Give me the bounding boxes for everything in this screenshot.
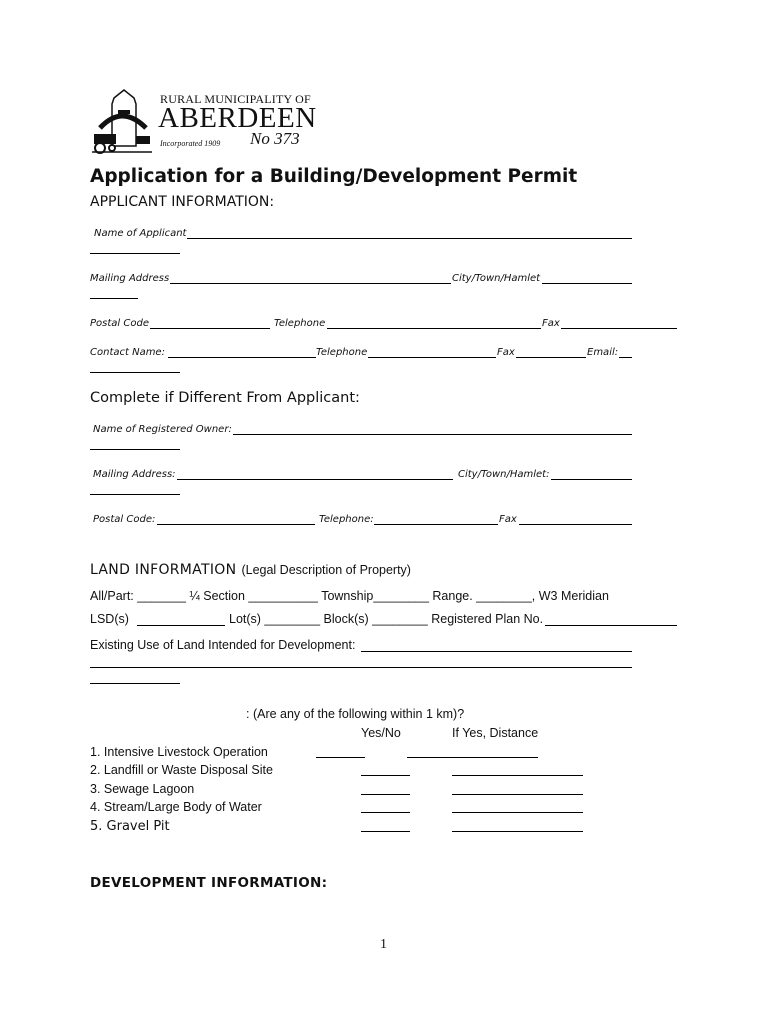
existing-use-label: Existing Use of Land Intended for Development:: [90, 638, 356, 652]
applicant-mailing-label: Mailing Address: [90, 273, 170, 284]
proximity-item-5: 5. Gravel Pit: [90, 819, 170, 834]
owner-city-field[interactable]: [551, 479, 632, 480]
page-number: 1: [380, 937, 387, 952]
lsd-field[interactable]: [137, 625, 225, 626]
applicant-telephone-label: Telephone: [274, 318, 326, 329]
proximity-yesno-2[interactable]: [361, 775, 410, 776]
owner-fax-label: Fax: [499, 514, 517, 525]
owner-telephone-label: Telephone:: [319, 514, 374, 525]
proximity-yesno-4[interactable]: [361, 812, 410, 813]
logo-line1: RURAL MUNICIPALITY OF: [160, 92, 311, 106]
proximity-yesno-3[interactable]: [361, 794, 410, 795]
contact-email-label: Email:: [587, 347, 619, 358]
owner-telephone-field[interactable]: [374, 524, 498, 525]
applicant-heading: APPLICANT INFORMATION:: [90, 194, 275, 210]
col-distance-header: If Yes, Distance: [452, 726, 539, 740]
land-heading-title: LAND INFORMATION: [90, 562, 237, 578]
owner-postal-field[interactable]: [157, 524, 315, 525]
proximity-item-2: 2. Landfill or Waste Disposal Site: [90, 763, 273, 777]
applicant-postal-label: Postal Code: [90, 318, 149, 329]
contact-name-field[interactable]: [168, 357, 316, 358]
existing-use-field-3[interactable]: [90, 683, 180, 684]
owner-postal-label: Postal Code:: [93, 514, 156, 525]
applicant-fax-label: Fax: [542, 318, 560, 329]
proximity-yesno-5[interactable]: [361, 831, 410, 832]
proximity-distance-4[interactable]: [452, 812, 583, 813]
contact-telephone-field[interactable]: [368, 357, 496, 358]
contact-telephone-label: Telephone: [316, 347, 368, 358]
logo-line2: ABERDEEN: [158, 102, 317, 134]
owner-name-label: Name of Registered Owner:: [93, 424, 232, 435]
applicant-city-field[interactable]: [542, 283, 632, 284]
existing-use-field-2[interactable]: [90, 667, 632, 668]
owner-city-field-wrap[interactable]: [90, 494, 180, 495]
contact-fax-field[interactable]: [516, 357, 586, 358]
proximity-item-1: 1. Intensive Livestock Operation: [90, 745, 268, 759]
owner-mailing-field[interactable]: [177, 479, 453, 480]
applicant-fax-field[interactable]: [561, 328, 677, 329]
proximity-yesno-1[interactable]: [316, 757, 365, 758]
proximity-distance-3[interactable]: [452, 794, 583, 795]
existing-use-field[interactable]: [361, 651, 632, 652]
legal-description-line[interactable]: All/Part: _______ ¼ Section __________ Township________ Range. ________, W3 Meridian: [90, 589, 609, 603]
development-heading: DEVELOPMENT INFORMATION:: [90, 875, 328, 891]
logo-number: No 373: [250, 129, 300, 148]
registered-plan-field[interactable]: [545, 625, 677, 626]
applicant-mailing-field[interactable]: [170, 283, 451, 284]
proximity-distance-5[interactable]: [452, 831, 583, 832]
proximity-distance-2[interactable]: [452, 775, 583, 776]
owner-heading: Complete if Different From Applicant:: [90, 390, 360, 406]
proximity-item-4: 4. Stream/Large Body of Water: [90, 800, 262, 814]
applicant-city-label: City/Town/Hamlet: [452, 273, 541, 284]
contact-fax-label: Fax: [497, 347, 515, 358]
proximity-item-3: 3. Sewage Lagoon: [90, 782, 195, 796]
applicant-telephone-field[interactable]: [327, 328, 541, 329]
owner-fax-field[interactable]: [519, 524, 632, 525]
contact-email-field-wrap[interactable]: [90, 372, 180, 373]
proximity-distance-1[interactable]: [407, 757, 538, 758]
municipality-logo: [90, 88, 317, 158]
applicant-name-field-wrap[interactable]: [90, 253, 180, 254]
contact-name-label: Contact Name:: [90, 347, 165, 358]
owner-mailing-label: Mailing Address:: [93, 469, 176, 480]
lsd-label: LSD(s): [90, 612, 129, 626]
owner-city-label: City/Town/Hamlet:: [458, 469, 550, 480]
applicant-postal-field[interactable]: [150, 328, 270, 329]
owner-name-field[interactable]: [233, 434, 632, 435]
page-title: Application for a Building/Development Permit: [90, 166, 578, 187]
col-yesno-header: Yes/No: [361, 726, 401, 740]
applicant-name-field[interactable]: [187, 238, 632, 239]
lot-block-plan-label: Lot(s) ________ Block(s) ________ Registered Plan No.: [229, 612, 544, 626]
land-heading: [90, 559, 411, 578]
grain-elevator-and-tractor-icon: [90, 88, 154, 154]
logo-incorporated: Incorporated 1909: [160, 139, 221, 148]
land-heading-sub: (Legal Description of Property): [241, 563, 411, 577]
owner-name-field-wrap[interactable]: [90, 449, 180, 450]
applicant-name-label: Name of Applicant: [94, 228, 187, 239]
contact-email-field[interactable]: [619, 357, 632, 358]
proximity-question: : (Are any of the following within 1 km)?: [246, 707, 465, 721]
applicant-city-field-wrap[interactable]: [90, 298, 138, 299]
